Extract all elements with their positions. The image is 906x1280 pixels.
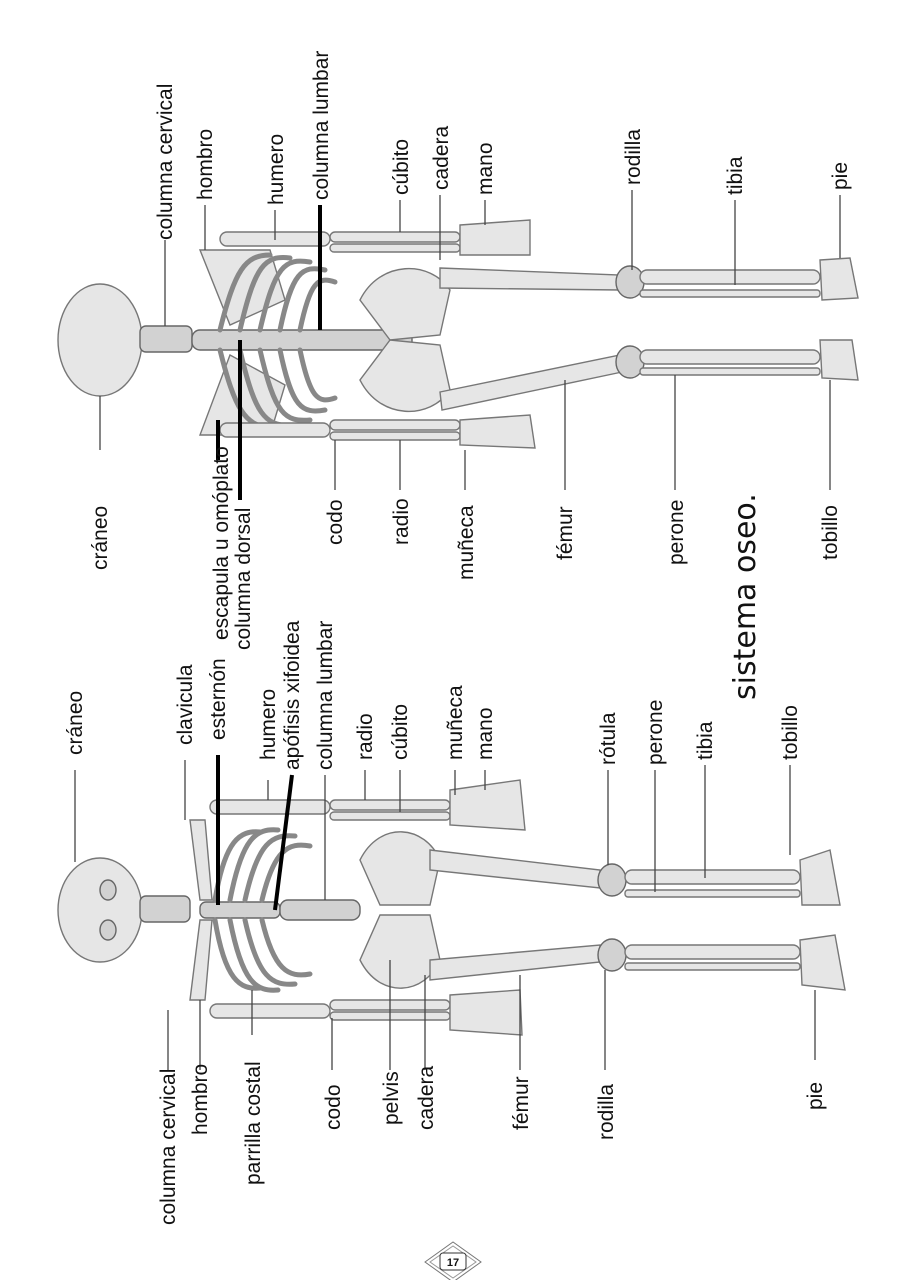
- label-columna-lumbar: columna lumbar: [314, 620, 337, 770]
- label-perone: perone: [644, 699, 667, 765]
- label-hombro: hombro: [189, 1063, 212, 1135]
- label-cubito: cúbito: [389, 703, 412, 760]
- label-escapula: escapula u omóplato: [210, 446, 233, 640]
- label-columna-cervical: columna cervical: [154, 83, 177, 240]
- label-hombro: hombro: [194, 128, 217, 200]
- label-cadera: cadera: [430, 125, 453, 190]
- label-rotula: rótula: [597, 712, 620, 765]
- label-femur: fémur: [510, 1076, 533, 1130]
- label-rodilla: rodilla: [595, 1083, 618, 1140]
- label-esternon: esternón: [207, 658, 230, 740]
- label-mano: mano: [474, 142, 497, 195]
- label-radio: radio: [390, 498, 413, 545]
- skeleton-back-illustration: [58, 220, 858, 448]
- label-pie: pie: [829, 161, 852, 190]
- label-femur: fémur: [554, 506, 577, 560]
- label-columna-cervical: columna cervical: [157, 1068, 180, 1225]
- label-tobillo: tobillo: [819, 505, 842, 560]
- label-humero: humero: [257, 688, 280, 760]
- label-cadera: cadera: [415, 1065, 438, 1130]
- page-number-ornament: [425, 1242, 481, 1280]
- label-tibia: tibia: [694, 721, 717, 760]
- label-tibia: tibia: [724, 156, 747, 195]
- label-perone: perone: [665, 499, 688, 565]
- label-tobillo: tobillo: [779, 705, 802, 760]
- label-craneo: cráneo: [89, 505, 112, 570]
- label-apofisis-xifoidea: apófisis xifoidea: [281, 620, 304, 770]
- label-pelvis: pelvis: [380, 1071, 403, 1125]
- skeleton-front-illustration: [58, 780, 845, 1035]
- label-codo: codo: [322, 1084, 345, 1130]
- label-radio: radio: [354, 713, 377, 760]
- page-title: sistema oseo.: [728, 493, 763, 700]
- label-rodilla: rodilla: [622, 128, 645, 185]
- label-codo: codo: [324, 499, 347, 545]
- label-clavicula: clavicula: [174, 664, 197, 745]
- label-muneca: muñeca: [444, 685, 467, 760]
- label-pie: pie: [804, 1081, 827, 1110]
- label-humero: humero: [265, 133, 288, 205]
- label-cubito: cúbito: [390, 138, 413, 195]
- label-parrilla-costal: parrilla costal: [242, 1061, 265, 1185]
- label-muneca: muñeca: [455, 505, 478, 580]
- label-mano: mano: [474, 707, 497, 760]
- label-columna-lumbar: columna lumbar: [310, 50, 333, 200]
- label-craneo: cráneo: [64, 690, 87, 755]
- page-number: 17: [446, 1257, 460, 1269]
- label-columna-dorsal: columna dorsal: [232, 507, 255, 650]
